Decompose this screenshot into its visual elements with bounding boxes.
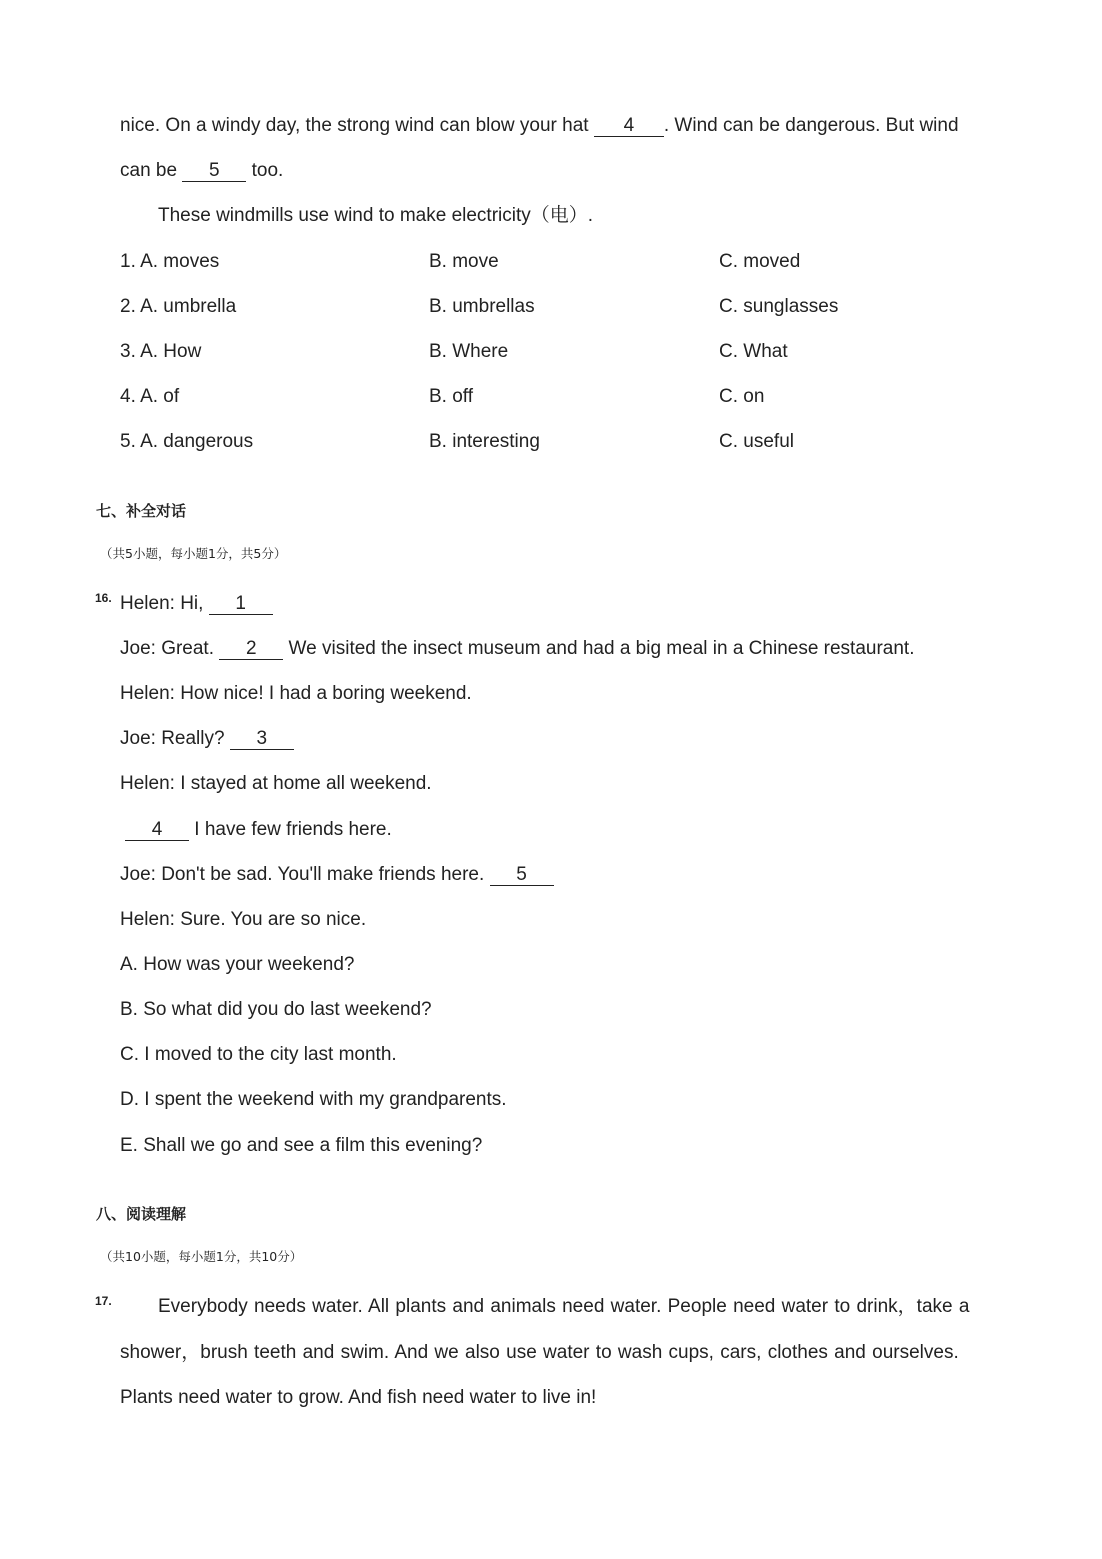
option-1b: B. move: [429, 251, 499, 272]
dialogue-text: Joe: Don't be sad. You'll make friends here.: [120, 864, 490, 885]
option-5c: C. useful: [719, 431, 794, 452]
dialogue-line-3: Helen: How nice! I had a boring weekend.: [120, 683, 472, 704]
dialogue-blank-1: 1: [209, 594, 273, 615]
option-1a: 1. A. moves: [120, 251, 220, 272]
dialogue-blank-3: 3: [230, 729, 294, 750]
blank-4: 4: [594, 116, 664, 137]
question-number-16: 16.: [95, 591, 112, 605]
reading-line-1: Everybody needs water. All plants and animals need water. People need water to drink，take a: [158, 1296, 970, 1317]
option-3c: C. What: [719, 341, 788, 362]
passage-text: can be: [120, 160, 183, 181]
dialogue-line-1: [120, 592, 273, 616]
passage-line-2: [120, 159, 283, 183]
dialogue-line-7: [120, 863, 554, 887]
reading-line-2: shower，brush teeth and swim. And we also use water to wash cups, cars, clothes and ourselves.: [120, 1342, 959, 1363]
section-8-title: 八、阅读理解: [96, 1205, 187, 1223]
choice-b: B. So what did you do last weekend?: [120, 999, 432, 1020]
dialogue-blank-2: 2: [219, 639, 283, 660]
option-3b: B. Where: [429, 341, 509, 362]
passage-text: . Wind can be dangerous. But wind: [663, 115, 959, 136]
dialogue-text: Joe: Really?: [120, 728, 230, 749]
dialogue-line-5: Helen: I stayed at home all weekend.: [120, 773, 432, 794]
dialogue-line-2: [120, 637, 915, 661]
option-5a: 5. A. dangerous: [120, 431, 254, 452]
passage-line-3: These windmills use wind to make electricity（电）.: [158, 205, 594, 226]
option-4c: C. on: [719, 386, 765, 407]
section-8-note: （共10小题，每小题1分，共10分）: [100, 1249, 303, 1264]
option-1c: C. moved: [719, 251, 801, 272]
option-4a: 4. A. of: [120, 386, 180, 407]
dialogue-text: Helen: Hi,: [120, 593, 209, 614]
dialogue-text: I have few friends here.: [189, 819, 392, 840]
option-2b: B. umbrellas: [429, 296, 535, 317]
dialogue-text: Joe: Great.: [120, 638, 220, 659]
choice-c: C. I moved to the city last month.: [120, 1044, 397, 1065]
passage-text: too.: [246, 160, 284, 181]
passage-text: nice. On a windy day, the strong wind can blow your hat: [120, 115, 594, 136]
option-5b: B. interesting: [429, 431, 540, 452]
option-4b: B. off: [429, 386, 474, 407]
section-7-title: 七、补全对话: [96, 502, 187, 520]
reading-line-3: Plants need water to grow. And fish need water to live in!: [120, 1387, 597, 1408]
option-2c: C. sunglasses: [719, 296, 839, 317]
dialogue-text: We visited the insect museum and had a big meal in a Chinese restaurant.: [283, 638, 915, 659]
question-number-17: 17.: [95, 1294, 112, 1308]
section-7-note: （共5小题，每小题1分，共5分）: [100, 546, 287, 561]
choice-e: E. Shall we go and see a film this evening?: [120, 1135, 483, 1156]
dialogue-blank-5: 5: [490, 865, 554, 886]
dialogue-line-4: [120, 727, 294, 751]
passage-line-1: [120, 114, 959, 138]
dialogue-blank-4: 4: [125, 820, 189, 841]
choice-d: D. I spent the weekend with my grandparents.: [120, 1089, 507, 1110]
option-2a: 2. A. umbrella: [120, 296, 237, 317]
dialogue-line-8: Helen: Sure. You are so nice.: [120, 909, 367, 930]
option-3a: 3. A. How: [120, 341, 202, 362]
choice-a: A. How was your weekend?: [120, 954, 355, 975]
dialogue-line-6: [125, 818, 392, 842]
blank-5: 5: [182, 161, 246, 182]
